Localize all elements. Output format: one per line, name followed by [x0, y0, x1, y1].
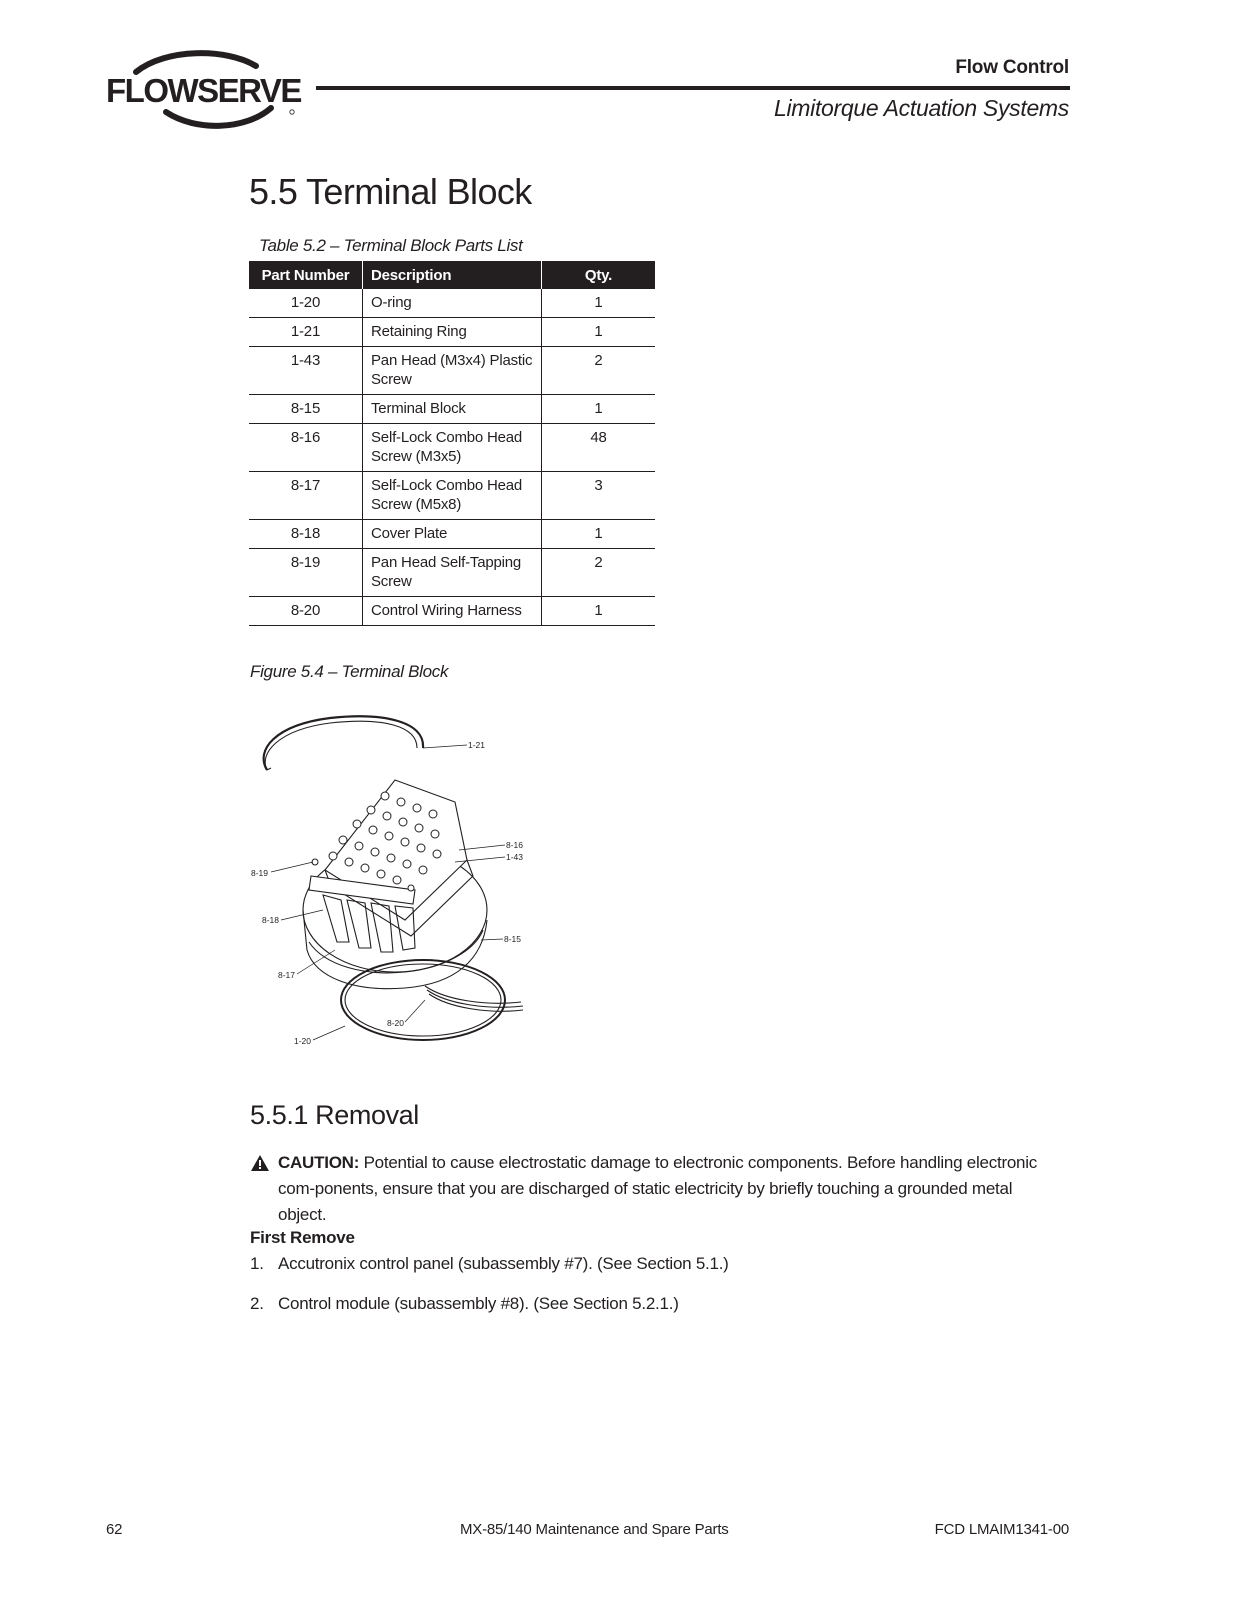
figure-caption: Figure 5.4 – Terminal Block	[250, 662, 449, 681]
qty-cell: 48	[542, 424, 656, 472]
header-rule	[316, 86, 1070, 90]
callout-8-15: 8-15	[504, 934, 522, 944]
table-row	[249, 520, 655, 549]
description-cell: Self-Lock Combo Head Screw (M3x5)	[363, 424, 542, 472]
table-row	[249, 472, 655, 520]
caution-paragraph	[278, 1150, 1048, 1228]
subsection-title: 5.5.1 Removal	[250, 1100, 419, 1130]
caution-body: Potential to cause electrostatic damage to electronic components. Before handling electronic com-ponents, ensure that you are discharged of static electricity by briefly touching a grounded metal object.	[278, 1153, 1038, 1224]
description-cell: Pan Head Self-Tapping Screw	[363, 549, 542, 597]
description-cell: O-ring	[363, 289, 542, 318]
qty-cell: 1	[542, 395, 656, 424]
list-item	[250, 1254, 729, 1274]
step-text: Accutronix control panel (subassembly #7). (See Section 5.1.)	[278, 1254, 729, 1273]
caution-label: CAUTION:	[278, 1153, 360, 1172]
table-row	[249, 289, 655, 318]
callout-8-18: 8-18	[262, 915, 280, 925]
footer-document-code: FCD LMAIM1341-00	[934, 1521, 1069, 1538]
part-number-cell: 1-20	[249, 289, 363, 318]
table-row	[249, 424, 655, 472]
header-flow-control: Flow Control	[955, 57, 1069, 78]
logo-wordmark: FLOWSERVE	[106, 72, 301, 109]
qty-cell: 2	[542, 347, 656, 395]
warning-triangle-icon	[251, 1155, 269, 1171]
flowserve-logo	[106, 50, 306, 130]
part-number-cell: 8-18	[249, 520, 363, 549]
section-title: 5.5 Terminal Block	[249, 171, 532, 212]
callout-1-20: 1-20	[294, 1036, 312, 1046]
table-row	[249, 347, 655, 395]
table-row	[249, 318, 655, 347]
callout-8-17: 8-17	[278, 970, 296, 980]
qty-cell: 2	[542, 549, 656, 597]
column-header-part-number: Part Number	[249, 261, 363, 289]
description-cell: Control Wiring Harness	[363, 597, 542, 626]
footer-title: MX-85/140 Maintenance and Spare Parts	[460, 1521, 729, 1538]
callout-1-43: 1-43	[506, 852, 524, 862]
header-subtitle: Limitorque Actuation Systems	[774, 95, 1069, 121]
table-caption: Table 5.2 – Terminal Block Parts List	[259, 236, 523, 255]
part-number-cell: 8-19	[249, 549, 363, 597]
parts-table	[249, 261, 655, 626]
callout-8-16: 8-16	[506, 840, 524, 850]
page-number: 62	[106, 1521, 123, 1538]
step-text: Control module (subassembly #8). (See Section 5.2.1.)	[278, 1294, 679, 1313]
callout-8-19: 8-19	[251, 868, 269, 878]
column-header-qty: Qty.	[542, 261, 656, 289]
description-cell: Terminal Block	[363, 395, 542, 424]
callout-1-21: 1-21	[468, 740, 486, 750]
description-cell: Retaining Ring	[363, 318, 542, 347]
part-number-cell: 8-17	[249, 472, 363, 520]
list-item	[250, 1294, 679, 1314]
terminal-block-illustration	[245, 710, 545, 1060]
table-row	[249, 549, 655, 597]
table-row	[249, 597, 655, 626]
step-number: 1.	[250, 1254, 264, 1273]
part-number-cell: 8-15	[249, 395, 363, 424]
table-row	[249, 395, 655, 424]
first-remove-heading: First Remove	[250, 1228, 355, 1247]
description-cell: Pan Head (M3x4) Plastic Screw	[363, 347, 542, 395]
part-number-cell: 8-16	[249, 424, 363, 472]
part-number-cell: 1-21	[249, 318, 363, 347]
description-cell: Cover Plate	[363, 520, 542, 549]
qty-cell: 1	[542, 289, 656, 318]
column-header-description: Description	[363, 261, 542, 289]
callout-8-20: 8-20	[387, 1018, 405, 1028]
qty-cell: 1	[542, 318, 656, 347]
qty-cell: 1	[542, 597, 656, 626]
qty-cell: 1	[542, 520, 656, 549]
part-number-cell: 1-43	[249, 347, 363, 395]
table-header-row	[249, 261, 655, 289]
qty-cell: 3	[542, 472, 656, 520]
description-cell: Self-Lock Combo Head Screw (M5x8)	[363, 472, 542, 520]
part-number-cell: 8-20	[249, 597, 363, 626]
step-number: 2.	[250, 1294, 264, 1313]
